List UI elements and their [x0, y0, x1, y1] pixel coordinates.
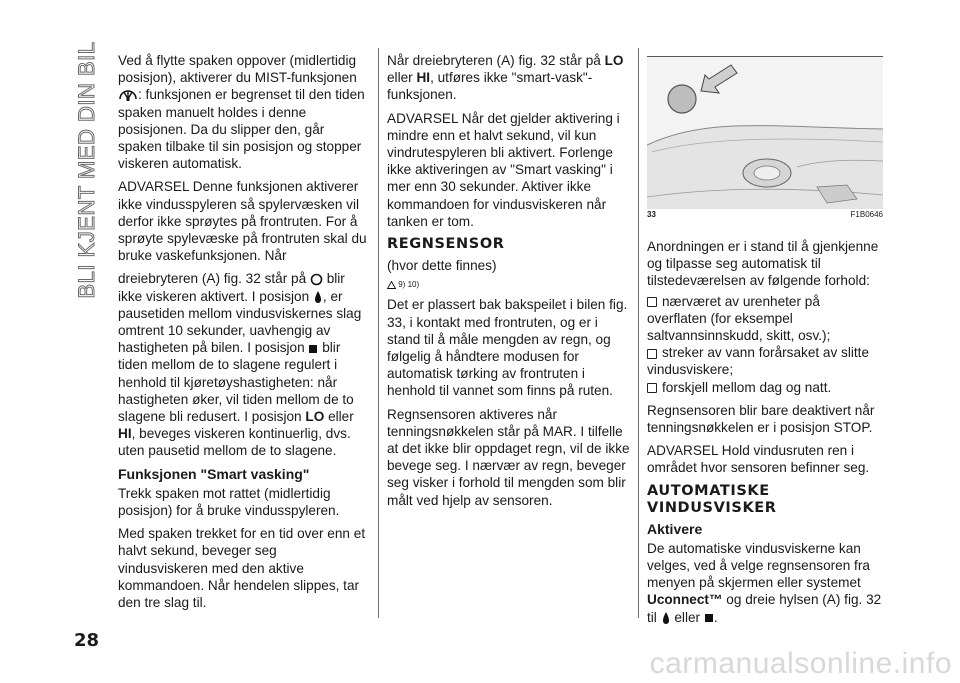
- checkbox-bullet-icon: [647, 383, 657, 393]
- lo-position-label: LO: [604, 53, 624, 68]
- checkbox-bullet-icon: [647, 297, 657, 307]
- watermark-text: carmanualsonline.info: [649, 647, 952, 680]
- text-run: blir ikke viskeren aktivert. I posisjon: [118, 271, 345, 304]
- car-illustration: [647, 57, 883, 209]
- text-run: og dreie hylsen (A) fig. 32 til: [647, 592, 882, 625]
- brand-name: Uconnect™: [647, 592, 723, 608]
- paragraph: Regnsensoren blir bare deaktivert når tenningsnøkkelen er i posisjon STOP.: [647, 402, 875, 436]
- page-number: 28: [74, 630, 100, 651]
- column-divider: [378, 48, 379, 618]
- figure-number: 33: [647, 210, 656, 219]
- text-run: .: [713, 609, 718, 625]
- paragraph: ADVARSEL Hold vindusruten ren i området hvor sensoren befinner seg.: [647, 443, 870, 476]
- section-subheading: Aktivere: [647, 520, 703, 537]
- list-item-text: streker av vann forårsaket av slitte vindusviskere;: [647, 345, 870, 378]
- column-divider: [638, 48, 639, 618]
- text-run: eller: [324, 409, 354, 425]
- text-run: blir tiden mellom de to slagene regulert i henhold til kjøretøyshastigheten: når hastigheten øker, vil tiden mellom de to slagene bli redusert. I posisjon: [118, 340, 354, 425]
- text-run: , utføres ikke "smart-vask"-funksjonen.: [387, 70, 593, 103]
- paragraph: Med spaken trekket for en tid over enn et halvt sekund, beveger seg vindusviskeren med den aktive kommandoen. Når hendelen slippes, tar den tre slag til.: [118, 526, 366, 611]
- text-column-2: [387, 52, 632, 515]
- text-run: Ved å flytte spaken oppover (midlertidig posisjon), aktiverer du MIST-funksjonen: [118, 53, 357, 86]
- warning-triangle-icon: [387, 281, 396, 289]
- chapter-title-text: BLI KJENT MED DIN BIL: [74, 41, 99, 299]
- ring-position-icon: [310, 273, 323, 286]
- figure-code: F1B0646: [850, 210, 883, 219]
- text-column-1: [118, 52, 370, 617]
- list-item-text: nærværet av urenheter på overflaten (for eksempel saltvannsinnskudd, skitt, osv.);: [647, 293, 831, 344]
- figure-caption: [647, 210, 883, 219]
- square-position-icon: [704, 613, 714, 623]
- section-note: (hvor dette finnes): [387, 258, 497, 274]
- mist-wiper-icon: [118, 89, 138, 102]
- rain-drop-position-icon: [313, 290, 323, 304]
- rain-sensor-figure: [647, 56, 883, 209]
- text-run: : funksjonen er begrenset til den tiden spaken manuelt holdes i denne posisjonen. Da du slipper den, går spaken tilbake til sin posisjon og stopper viskeren automatisk.: [118, 87, 365, 172]
- checkbox-bullet-icon: [647, 349, 657, 359]
- paragraph: Trekk spaken mot rattet (midlertidig posisjon) for å bruke vindusspyleren.: [118, 485, 340, 519]
- paragraph: Regnsensoren aktiveres når tenningsnøkkelen står på MAR. I tilfelle at det ikke blir oppdaget regn, vil de ikke bevege seg. I nærvær av regn, beveger seg visker i forhold til mengden som blir målt ved hjelp av sensoren.: [387, 406, 630, 508]
- chapter-title: [72, 40, 102, 300]
- hi-position-label: HI: [416, 70, 431, 86]
- warning-reference: [387, 276, 632, 293]
- paragraph: ADVARSEL Denne funksjonen aktiverer ikke vindusspyleren så spylervæsken vil derfor ikke sprøytes på frontruten. For å sprøyte spylevæske på frontruten skal du bruke vaskefunksjonen. Når: [118, 179, 367, 264]
- paragraph: [118, 270, 370, 459]
- paragraph: ADVARSEL Når det gjelder aktivering i mindre enn et halvt sekund, vil kun vindrutespyleren bli aktivert. Forlenge ikke aktiveringen av "Smart vasking" i mer enn 30 sekunder. Aktiver ikke kommandoen for vindusviskeren når tanken er tom.: [387, 110, 620, 229]
- list-item: [647, 293, 883, 345]
- list-item: [647, 344, 883, 378]
- paragraph: [647, 540, 883, 626]
- rain-drop-position-icon: [661, 611, 671, 625]
- section-heading: REGNSENSOR: [387, 236, 505, 253]
- text-run: De automatiske vindusviskerne kan velges, ved å velge regnsensoren fra menyen på skjermen eller systemet: [647, 540, 870, 591]
- paragraph: Anordningen er i stand til å gjenkjenne og tilpasse seg automatisk til tilstedeværelsen av følgende forhold:: [647, 239, 879, 289]
- list-item: [647, 379, 883, 396]
- hi-position-label: HI: [118, 426, 132, 442]
- text-run: , er pausetiden mellom vindusviskernes slag omtrent 10 sekunder, uavhengig av hastigheten på bilen. I posisjon: [118, 288, 362, 356]
- section-heading-line: AUTOMATISKE: [647, 482, 770, 499]
- text-run: eller: [387, 70, 417, 86]
- section-heading-line: VINDUSVISKER: [647, 499, 777, 516]
- paragraph: Det er plassert bak bakspeilet i bilen fig. 33, i kontakt med frontruten, og er i stand til å måle mengden av regn, og følgelig å håndtere modusen for automatisk tørking av frontruten i henhold til vannet som finns på ruten.: [387, 297, 628, 399]
- text-run: , beveges viskeren kontinuerlig, dvs. uten pausetid mellom de to slagene.: [118, 426, 351, 459]
- text-run: Når dreiebryteren (A) fig. 32 står på: [387, 53, 605, 68]
- square-position-icon: [308, 344, 318, 354]
- paragraph: [387, 52, 632, 104]
- lo-position-label: LO: [305, 409, 325, 425]
- bullet-list: [647, 293, 883, 396]
- paragraph: [118, 52, 370, 172]
- text-column-3: [647, 238, 883, 632]
- text-run: dreiebryteren (A) fig. 32 står på: [118, 271, 310, 287]
- section-subheading: Funksjonen "Smart vasking": [118, 465, 310, 482]
- text-run: eller: [670, 609, 704, 625]
- reference-numbers: 9) 10): [398, 280, 420, 290]
- section-heading: [647, 483, 883, 517]
- list-item-text: forskjell mellom dag og natt.: [662, 379, 832, 395]
